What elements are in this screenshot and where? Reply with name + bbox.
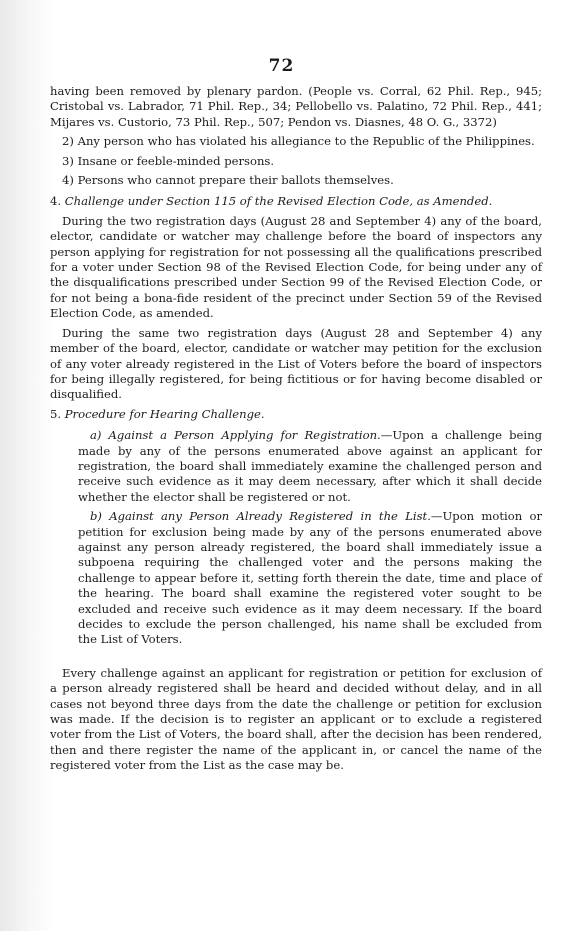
list-item-allegiance: 2) Any person who has violated his allegiance to the Republic of the Philippines. bbox=[62, 134, 535, 149]
section-heading-4 bbox=[50, 194, 542, 209]
subsection-b-text: —Upon motion or petition for exclusion being made by any of the persons enumerated above against any person already registered, the board shall immediately issue a subpoena requiring the challenged voter and the persons making the challenge to appear before it, setting forth therein the date, time and place of the hearing. The board shall examine the registered voter sought to be excluded and receive such evidence as it may deem necessary. If the board decides to exclude the person challenged, his name shall be excluded from the List of Voters. bbox=[78, 509, 543, 647]
subsection-b-title: b) Against any Person Already Registered in the List. bbox=[90, 509, 431, 524]
subsection-a bbox=[50, 428, 542, 505]
subsection-a-title: a) Against a Person Applying for Registration. bbox=[90, 428, 381, 443]
section-title-4: Challenge under Section 115 of the Revised Election Code, as Amended. bbox=[64, 194, 493, 209]
paragraph-citations: having been removed by plenary pardon. (People vs. Corral, 62 Phil. Rep., 945; Cristobal vs. Labrador, 71 Phil. Rep., 34; Pellobello vs. Palatino, 72 Phil. Rep., 441; Mijares vs. Custorio, 73 Phil. Rep., 507; Pendon vs. Diasnes, 48 O. G., 3372) bbox=[50, 84, 542, 129]
section-number-5: 5. bbox=[50, 406, 62, 421]
section-number-4: 4. bbox=[50, 194, 62, 209]
paragraph-challenge-registration: During the two registration days (August 28 and September 4) any of the board, elector, candidate or watcher may challenge before the board of inspectors any person applying for registration for not possessing all the qualifications prescribed for a voter under Section 98 of the Revised Election Code, for being under any of the disqualifications prescribed under Section 99 of the Revised Election Code, or for not being a bona-fide resident of the precinct under Section 59 of the Revised Election Code, as amended. bbox=[50, 213, 542, 321]
subsection-a-text: —Upon a challenge being made by any of the persons enumerated above against an applicant for registration, the board shall immediately examine the challenged person and receive such evidence as it may deem necessary, after which it shall decide whether the elector shall be registered or not. bbox=[78, 428, 543, 504]
section-title-5: Procedure for Hearing Challenge. bbox=[64, 406, 265, 421]
list-item-ballots: 4) Persons who cannot prepare their ballots themselves. bbox=[62, 173, 394, 188]
list-item-insane: 3) Insane or feeble-minded persons. bbox=[62, 153, 275, 168]
paragraph-petition-exclusion: During the same two registration days (August 28 and September 4) any member of the board, elector, candidate or watcher may petition for the exclusion of any voter already registered in the List of Voters before the board of inspectors for being illegally registered, for being fictitious or for having become disabled or disqualified. bbox=[50, 325, 542, 402]
page-number: 72 bbox=[268, 56, 295, 76]
paragraph-hearing-decision: Every challenge against an applicant for registration or petition for exclusion of a person already registered shall be heard and decided without delay, and in all cases not beyond three days from the date the challenge or petition for exclusion was made. If the decision is to register an applicant or to exclude a registered voter from the List of Voters, the board shall, after the decision has been rendered, then and there register the name of the applicant in, or cancel the name of the registered voter from the List as the case may be. bbox=[50, 665, 542, 773]
subsection-b bbox=[50, 509, 542, 648]
body-text bbox=[50, 84, 542, 774]
section-heading-5 bbox=[50, 407, 542, 422]
